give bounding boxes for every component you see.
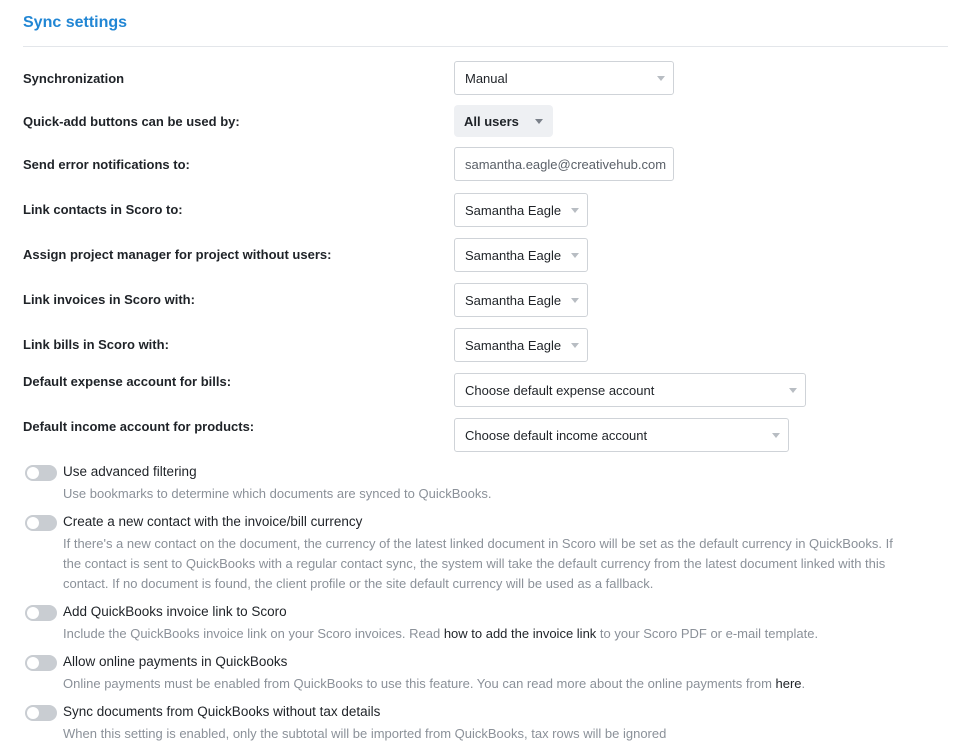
chevron-down-icon xyxy=(657,76,665,81)
expense-account-value: Choose default expense account xyxy=(465,382,655,398)
link-invoices-value: Samantha Eagle xyxy=(465,292,562,308)
online-payments-desc-before: Online payments must be enabled from QuickBooks to use this feature. You can read more about the online payments from xyxy=(63,676,776,691)
page-title: Sync settings xyxy=(23,14,128,31)
chevron-down-icon xyxy=(571,253,579,258)
advanced-filtering-toggle[interactable] xyxy=(25,465,57,481)
toggle-knob xyxy=(27,707,39,719)
new-contact-currency-title: Create a new contact with the invoice/bill currency xyxy=(63,514,363,529)
invoice-link-title: Add QuickBooks invoice link to Scoro xyxy=(63,604,287,619)
assign-pm-label: Assign project manager for project without users: xyxy=(23,247,332,262)
online-payments-desc-after: . xyxy=(801,676,806,691)
online-payments-title: Allow online payments in QuickBooks xyxy=(63,654,288,669)
chevron-down-icon xyxy=(571,208,579,213)
expense-account-label: Default expense account for bills: xyxy=(23,374,232,389)
expense-account-select[interactable] xyxy=(454,373,806,407)
link-contacts-label: Link contacts in Scoro to: xyxy=(23,202,183,217)
online-payments-description xyxy=(63,674,913,694)
online-payments-toggle[interactable] xyxy=(25,655,57,671)
no-tax-details-description: When this setting is enabled, only the subtotal will be imported from QuickBooks, tax rows will be ignored xyxy=(63,726,667,741)
online-payments-here-link[interactable]: here xyxy=(775,676,802,691)
assign-pm-value: Samantha Eagle xyxy=(465,247,562,263)
no-tax-details-toggle[interactable] xyxy=(25,705,57,721)
quick-add-dropdown[interactable] xyxy=(454,105,553,137)
income-account-select[interactable] xyxy=(454,418,789,452)
chevron-down-icon xyxy=(571,343,579,348)
synchronization-select[interactable] xyxy=(454,61,674,95)
link-bills-label: Link bills in Scoro with: xyxy=(23,337,169,352)
toggle-knob xyxy=(27,607,39,619)
invoice-link-description xyxy=(63,624,913,644)
error-notifications-label: Send error notifications to: xyxy=(23,157,190,172)
chevron-down-icon xyxy=(535,119,543,124)
quick-add-value: All users xyxy=(464,113,519,129)
link-invoices-label: Link invoices in Scoro with: xyxy=(23,292,195,307)
synchronization-value: Manual xyxy=(465,70,508,86)
toggle-knob xyxy=(27,517,39,529)
income-account-value: Choose default income account xyxy=(465,427,648,443)
invoice-link-desc-after: to your Scoro PDF or e-mail template. xyxy=(596,626,819,641)
link-invoices-select[interactable] xyxy=(454,283,588,317)
invoice-link-toggle[interactable] xyxy=(25,605,57,621)
toggle-knob xyxy=(27,657,39,669)
new-contact-currency-description: If there's a new contact on the document, the currency of the latest linked document in Scoro will be set as the default currency in QuickBooks. If the contact is sent to QuickBooks with a regular contact sync, the system will take the default currency from the latest document linked with this contact. If no document is found, the client profile or the site default currency will be used as a fallback. xyxy=(63,536,893,591)
error-notifications-email-input[interactable] xyxy=(454,147,674,181)
chevron-down-icon xyxy=(789,388,797,393)
chevron-down-icon xyxy=(571,298,579,303)
toggle-knob xyxy=(27,467,39,479)
no-tax-details-title: Sync documents from QuickBooks without tax details xyxy=(63,704,381,719)
quick-add-label: Quick-add buttons can be used by: xyxy=(23,114,240,129)
link-contacts-value: Samantha Eagle xyxy=(465,202,562,218)
how-to-add-invoice-link[interactable]: how to add the invoice link xyxy=(443,626,597,641)
new-contact-currency-toggle[interactable] xyxy=(25,515,57,531)
assign-pm-select[interactable] xyxy=(454,238,588,272)
link-bills-value: Samantha Eagle xyxy=(465,337,562,353)
advanced-filtering-description: Use bookmarks to determine which documents are synced to QuickBooks. xyxy=(63,486,492,501)
advanced-filtering-title: Use advanced filtering xyxy=(63,464,197,479)
synchronization-label: Synchronization xyxy=(23,71,125,86)
link-contacts-select[interactable] xyxy=(454,193,588,227)
link-bills-select[interactable] xyxy=(454,328,588,362)
invoice-link-desc-before: Include the QuickBooks invoice link on your Scoro invoices. Read xyxy=(63,626,444,641)
income-account-label: Default income account for products: xyxy=(23,419,255,434)
header-divider xyxy=(23,46,948,47)
chevron-down-icon xyxy=(772,433,780,438)
